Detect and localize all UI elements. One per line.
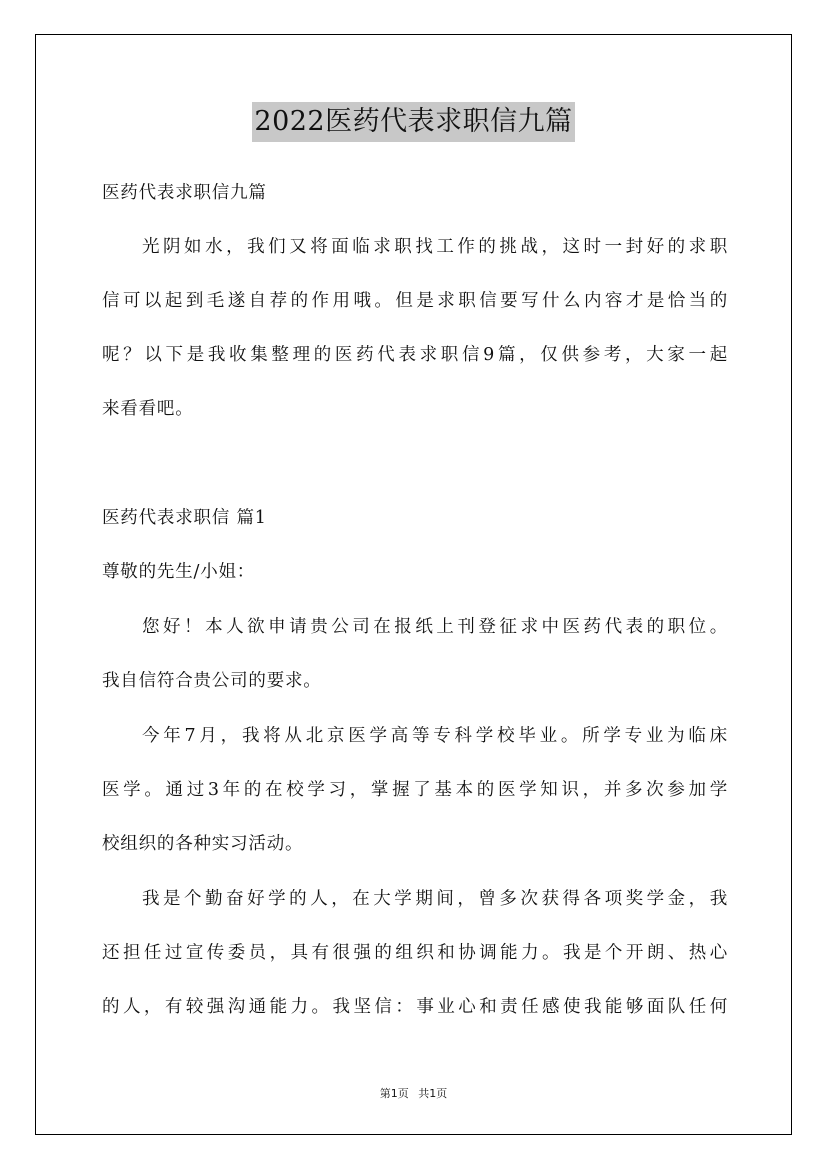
document-title: 2022医药代表求职信九篇 <box>252 102 574 142</box>
body-line: 您好！本人欲申请贵公司在报纸上刊登征求中医药代表的职位。 <box>142 617 728 637</box>
intro-line: 来看看吧。 <box>102 399 194 419</box>
page-footer <box>0 1085 827 1101</box>
body-line: 我是个勤奋好学的人，在大学期间，曾多次获得各项奖学金，我 <box>142 889 728 909</box>
intro-line: 信可以起到毛遂自荐的作用哦。但是求职信要写什么内容才是恰当的 <box>102 291 728 311</box>
body-line: 今年7月，我将从北京医学高等专科学校毕业。所学专业为临床 <box>142 726 728 746</box>
intro-line: 光阴如水，我们又将面临求职找工作的挑战，这时一封好的求职 <box>142 237 728 257</box>
title-container <box>0 102 827 142</box>
page-total: 共1页 <box>418 1087 448 1100</box>
salutation: 尊敬的先生/小姐： <box>102 562 256 582</box>
body-line: 还担任过宣传委员，具有很强的组织和协调能力。我是个开朗、热心 <box>102 943 728 963</box>
body-line: 医学。通过3年的在校学习，掌握了基本的医学知识，并多次参加学 <box>102 780 728 800</box>
page-number: 第1页 <box>379 1087 409 1100</box>
body-line: 校组织的各种实习活动。 <box>102 834 304 854</box>
subtitle: 医药代表求职信九篇 <box>102 183 267 203</box>
intro-line: 呢？以下是我收集整理的医药代表求职信9篇，仅供参考，大家一起 <box>102 345 728 365</box>
body-line: 我自信符合贵公司的要求。 <box>102 671 322 691</box>
section-heading: 医药代表求职信 篇1 <box>102 508 267 528</box>
body-line: 的人，有较强沟通能力。我坚信：事业心和责任感使我能够面队任何 <box>102 997 728 1017</box>
